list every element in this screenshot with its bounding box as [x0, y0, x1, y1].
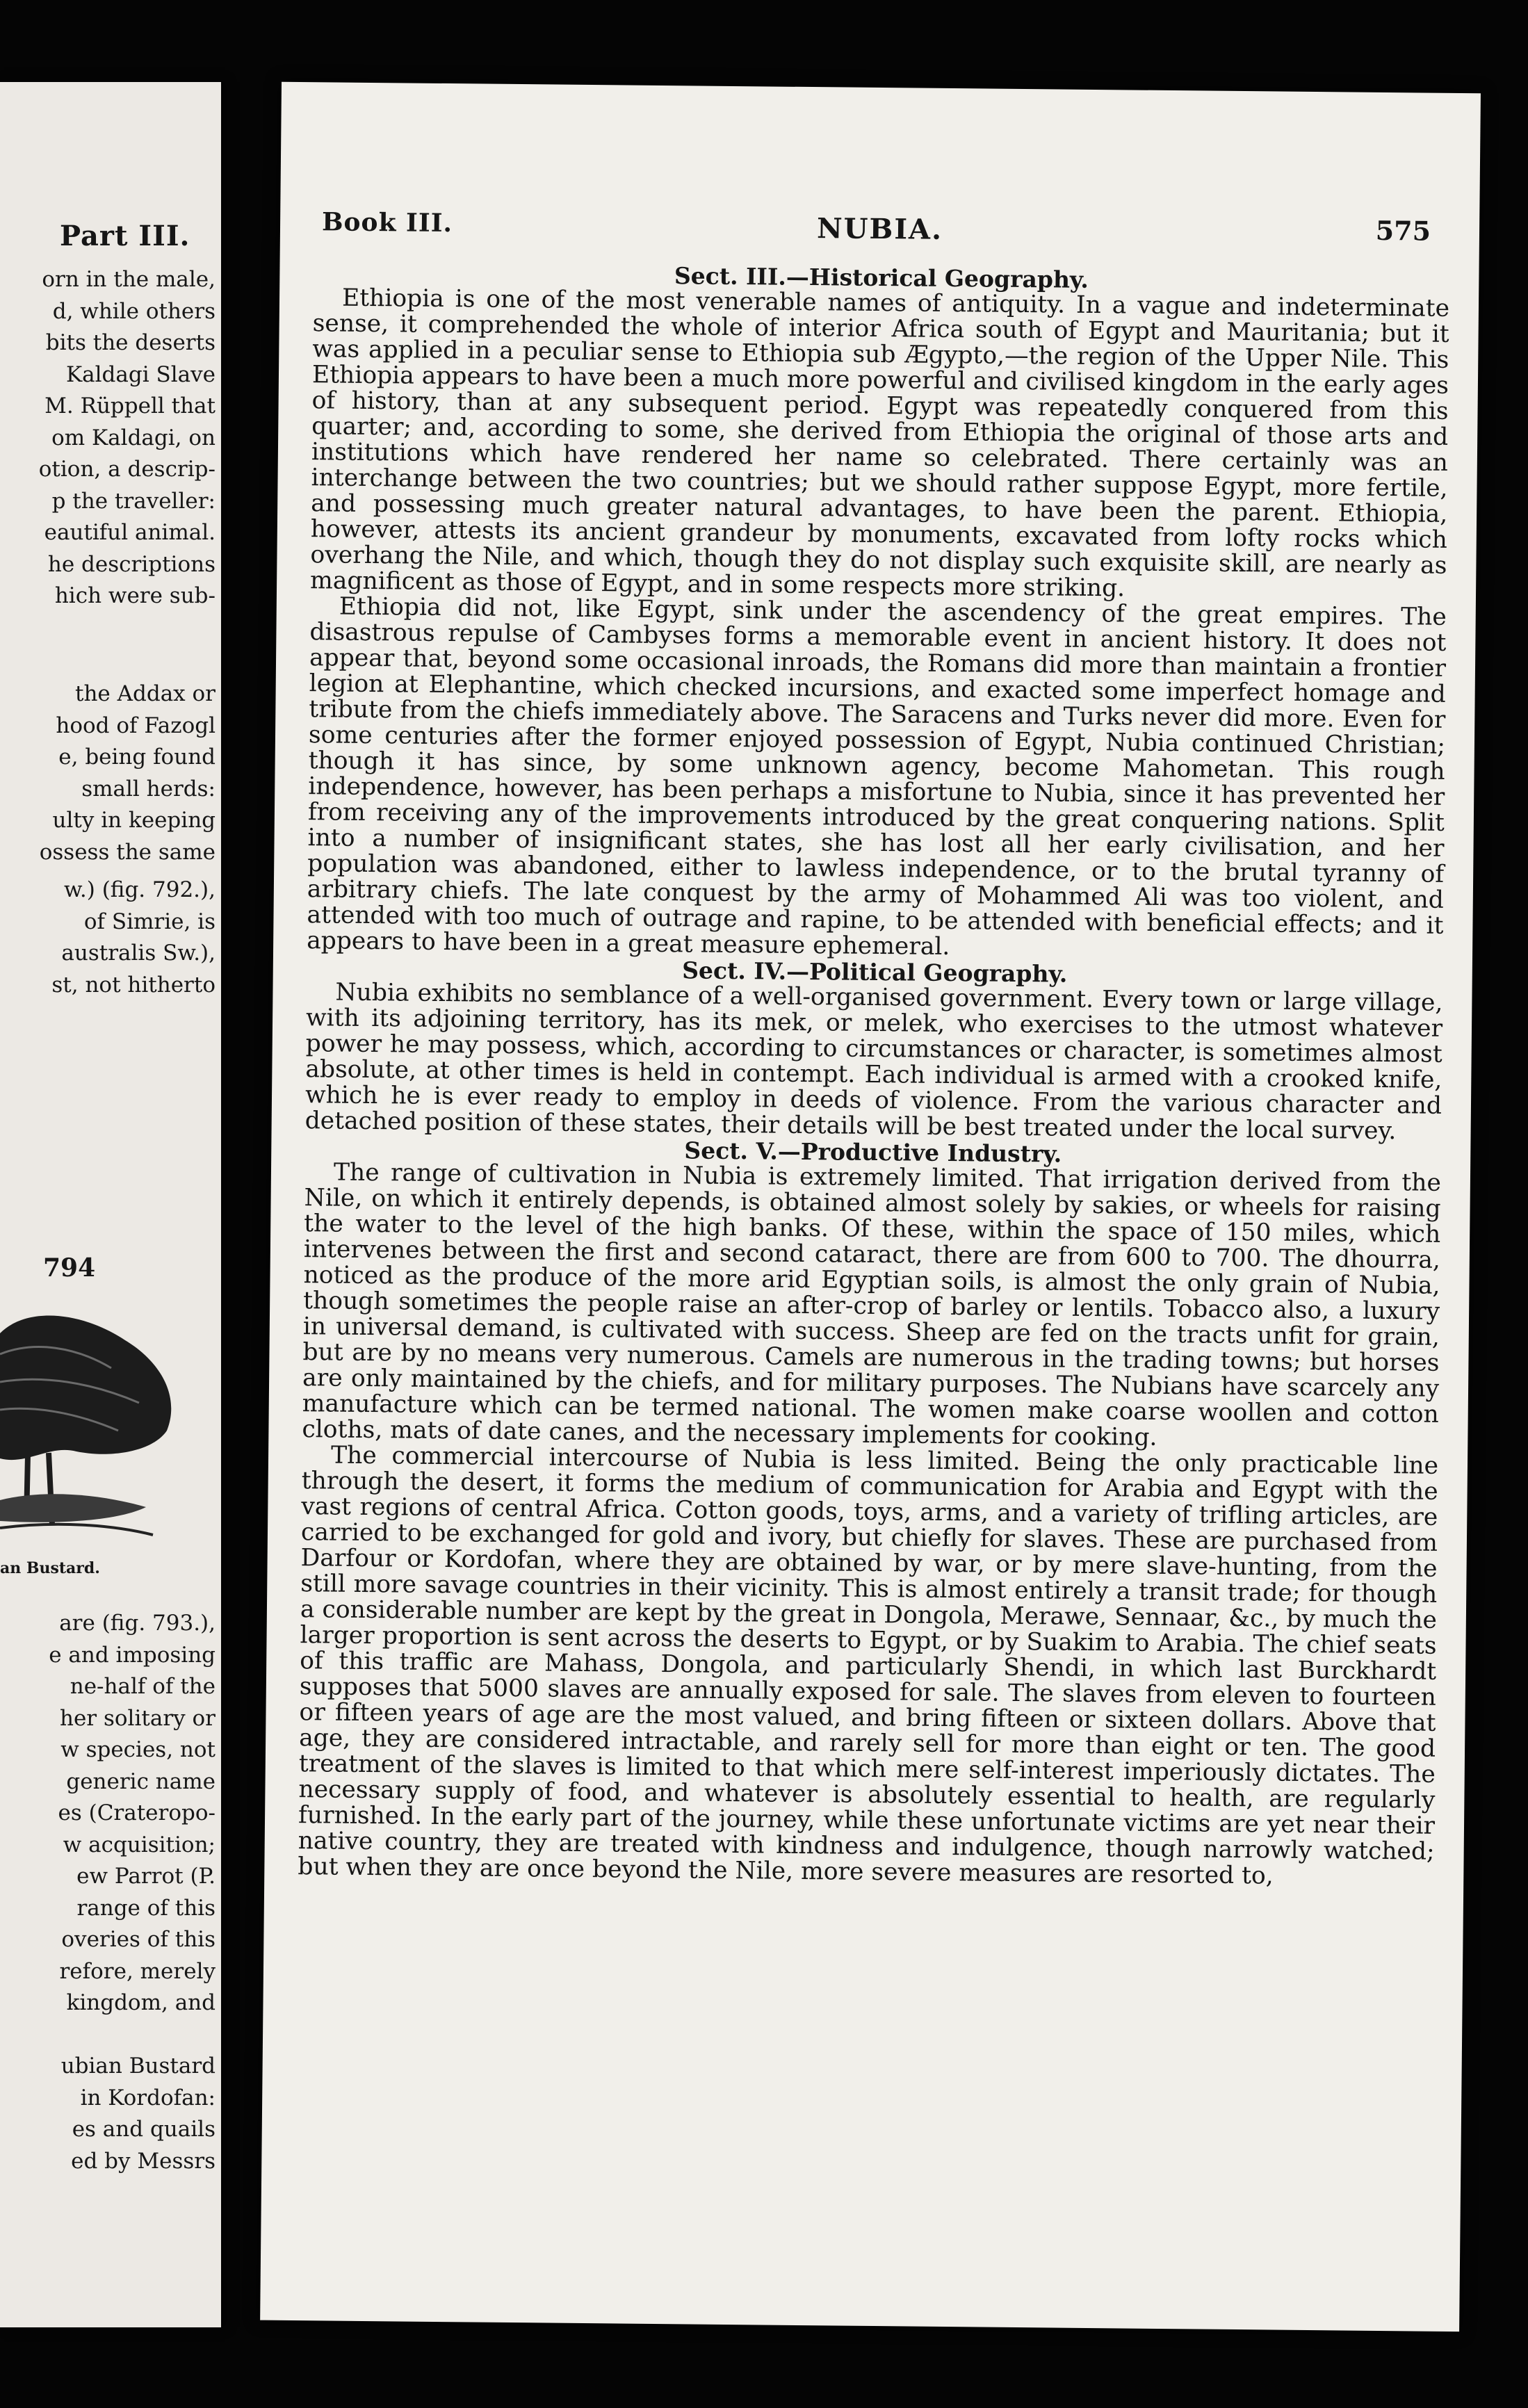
left-page-line: hich were sub- — [54, 583, 216, 608]
left-page-line: es (Crateropo- — [58, 1800, 216, 1825]
left-page-line: ne-half of the — [70, 1674, 216, 1699]
left-page-line: eautiful animal. — [44, 520, 216, 545]
left-page-line: w species, not — [60, 1737, 216, 1762]
left-page-line: orn in the male, — [42, 267, 216, 292]
left-page-line: e, being found — [58, 745, 216, 770]
figure-number: 794 — [43, 1253, 96, 1283]
page-number: 575 — [1375, 214, 1431, 247]
book-label: Book III. — [321, 207, 453, 238]
left-page-line: ew Parrot (P. — [76, 1864, 216, 1889]
left-page-line: M. Rüppell that — [44, 393, 216, 418]
paragraph-productive-2: The commercial intercourse of Nubia is less limited. Being the only practicable line through the desert, it forms the medium of communication for Arabia and Egypt with the vast regions of central Africa. Cotton goods, toys, arms, and a variety of trifling articles, are carried to be exchanged for gold and ivory, but chiefly for slaves. These are purchased from Darfour or Kordofan, where they are obtained by war, or by mere slave-hunting, from the still more savage countries in their vicinity. This is almost entirely a transit trade; for though a considerable number are kept by the great in Dongola, Merawe, Sennaar, &c., by much the larger proportion is sent across the deserts to Egypt, or by Suakim to Arabia. The chief seats of this traffic are Mahass, Dongola, and particularly Shendi, in which last Burckhardt supposes that 5000 slaves are annually exposed for sale. The slaves from eleven to fourteen or fifteen years of age are the most valued, and bring fifteen or sixteen dollars. Above that age, they are considered intractable, and rarely sell for more than eight or ten. The good treatment of the slaves is limited to that which mere self-interest imperiously dictates. The necessary supply of food, and whatever is absolutely essential to health, are regularly furnished. In the early part of the journey, while these unfortunate victims are yet near their native country, they are treated with kindness and indulgence, though narrowly watched; but when they are once beyond the Nile, more severe measures are resorted to, — [298, 1441, 1439, 1890]
left-page-line: e and imposing — [49, 1642, 216, 1668]
left-page-line: st, not hitherto — [51, 972, 216, 998]
left-page-line: om Kaldagi, on — [51, 425, 216, 450]
left-page-line: ed by Messrs — [71, 2148, 216, 2174]
left-page-text-block-c — [0, 874, 221, 1001]
left-page-line: are (fig. 793.), — [59, 1611, 216, 1636]
left-page-line: overies of this — [61, 1927, 216, 1952]
running-title: NUBIA. — [816, 212, 943, 246]
left-page-line: bits the deserts — [45, 330, 216, 355]
left-page-line: range of this — [76, 1895, 216, 1921]
paragraph-productive-1: The range of cultivation in Nubia is extremely limited. That irrigation derived from the Nile, on which it entirely depends, is obtained almost solely by sakies, or wheels for raising the water to the level of the high banks. Of these, within the space of 150 miles, which intervenes between the first and second cataract, there are from 600 to 700. The dhourra, noticed as the produce of the more arid Egyptian soils, is almost the only grain of Nubia, though sometimes the people raise an after-crop of barley or lentils. Tobacco also, a luxury in universal demand, is cultivated with success. Sheep are fed on the tracts unfit for grain, but are by no means very numerous. Camels are numerous in the trading towns; but horses are only maintained by the chiefs, and for military purposes. The Nubians have scarcely any manufacture which can be termed national. The women make coarse woollen and cotton cloths, mats of date canes, and the necessary implements for cooking. — [302, 1158, 1442, 1451]
left-page-line: w.) (fig. 792.), — [64, 877, 216, 902]
bustard-illustration — [0, 1292, 221, 1556]
left-page-line: ubian Bustard — [60, 2053, 216, 2078]
left-page-line: refore, merely — [59, 1958, 216, 1984]
main-page — [260, 82, 1481, 2332]
left-page-line: kingdom, and — [66, 1990, 216, 2015]
left-page-text-block-a — [0, 264, 221, 612]
paragraph-historical-1: Ethiopia is one of the most venerable names of antiquity. In a vague and indeterminate sense, it comprehended the whole of interior Africa south of Egypt and Mauritania; but it was applied in a peculiar sense to Ethiopia sub Ægypto,—the region of the Upper Nile. This Ethiopia appears to have been a much more powerful and civilised kingdom in the early ages of history, than at any subsequent period. Egypt was repeatedly conquered from this quarter; and, according to some, she derived from Ethiopia the original of those arts and institutions which have rendered her name so celebrated. There certainly was an interchange between the two countries; but we should rather suppose Egypt, more fertile, and possessing much greater natural advantages, to have been the parent. Ethiopia, however, attests its ancient grandeur by monuments, excavated from lofty rocks which overhang the Nile, and which, though they do not display such exquisite skill, are nearly as magnificent as those of Egypt, and in some respects more striking. — [309, 284, 1450, 603]
left-page-line: generic name — [66, 1768, 216, 1794]
left-page-line: he descriptions — [47, 551, 216, 577]
left-page-line: in Kordofan: — [80, 2085, 216, 2110]
section-heading-political: Sect. IV.—Political Geography. — [682, 957, 1068, 988]
left-page-text-block-b — [0, 678, 221, 868]
left-page-header: Part III. — [60, 220, 190, 252]
figure-caption: an Bustard. — [0, 1559, 100, 1577]
left-page-line: w acquisition; — [63, 1832, 216, 1857]
left-page-line: australis Sw.), — [61, 941, 216, 966]
left-page-line: es and quails — [72, 2117, 216, 2142]
left-page-line: ulty in keeping — [52, 808, 216, 833]
page-body — [298, 259, 1449, 1891]
left-page-line: otion, a descrip- — [38, 457, 216, 482]
left-page-line: hood of Fazogl — [56, 713, 216, 738]
paragraph-historical-2: Ethiopia did not, like Egypt, sink under the ascendency of the great empires. The disastrous repulse of Cambyses forms a memorable event in ancient history. It does not appear that, beyond some occasional inroads, the Romans did more than maintain a frontier legion at Elephantine, which checked incursions, and exacted some imperfect homage and tribute from the chiefs immediately above. The Saracens and Turks never did more. Even for some centuries after the former enjoyed possession of Egypt, Nubia continued Christian; though it has since, by some unknown agency, become Mahometan. This rough independence, however, has been perhaps a misfortune to Nubia, since it has prevented her from receiving any of the improvements introduced by the great conquering nations. Split into a number of insignificant states, she has lost all her early civilisation, and her population was abandoned, either to lawless independence, or to the brutal tyranny of arbitrary chiefs. The late conquest by the army of Mohammed Ali was too violent, and attended with too much of outrage and rapine, to be attended with beneficial effects; and it appears to have been in a great measure ephemeral. — [306, 592, 1447, 961]
left-page-line: of Simrie, is — [83, 909, 216, 934]
section-heading-productive: Sect. V.—Productive Industry. — [684, 1137, 1062, 1168]
left-page-line: small herds: — [81, 776, 216, 802]
left-page-line — [0, 2019, 216, 2051]
left-page-line: her solitary or — [60, 1705, 216, 1731]
left-page-line: d, while others — [52, 298, 216, 324]
left-page-line: ossess the same — [39, 839, 216, 865]
left-page-line: p the traveller: — [51, 488, 216, 514]
left-page-fragment — [0, 82, 221, 2327]
left-page-line: the Addax or — [75, 681, 216, 706]
section-heading-historical: Sect. III.—Historical Geography. — [674, 262, 1089, 293]
paragraph-political-1: Nubia exhibits no semblance of a well-organised government. Every town or large village, with its adjoining territory, has its mek, or melek, who exercises to the utmost whatever power he may possess, which, according to circumstances or character, is sometimes almost absolute, at other times is held in contempt. Each individual is armed with a crooked knife, which he is ever ready to employ in deeds of violence. From the various character and detached position of these states, their details will be best treated under the local survey. — [304, 978, 1443, 1146]
left-page-text-block-d — [0, 1608, 221, 2177]
left-page-line: Kaldagi Slave — [66, 361, 216, 387]
